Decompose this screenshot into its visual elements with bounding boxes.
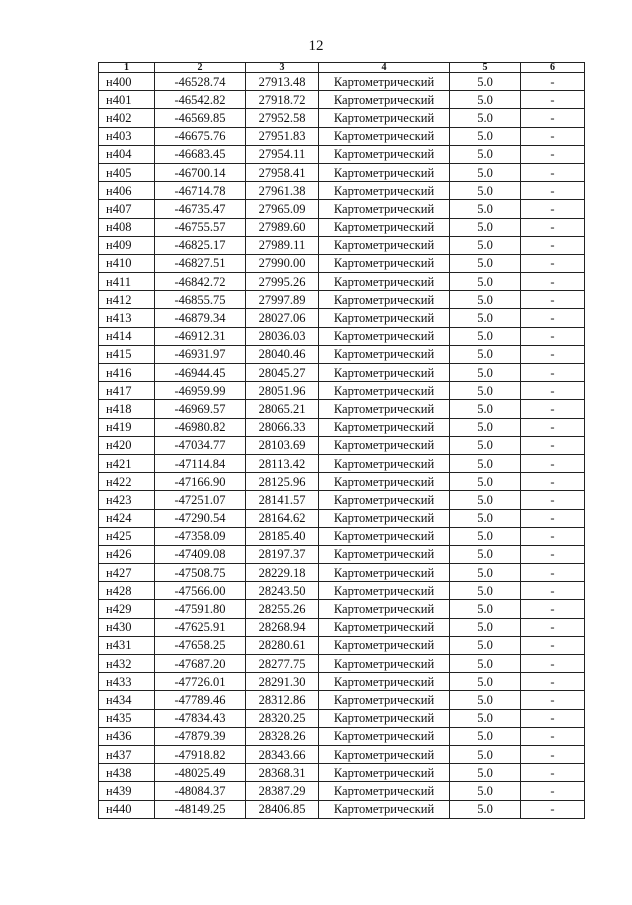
- description-cell: -: [521, 764, 585, 782]
- y-coordinate-cell: 27997.89: [246, 291, 319, 309]
- description-cell: -: [521, 91, 585, 109]
- accuracy-cell: 5.0: [450, 454, 521, 472]
- point-id-cell: н422: [99, 473, 155, 491]
- accuracy-cell: 5.0: [450, 782, 521, 800]
- description-cell: -: [521, 491, 585, 509]
- x-coordinate-cell: -46959.99: [155, 382, 246, 400]
- table-row: [99, 673, 585, 691]
- point-id-cell: н420: [99, 436, 155, 454]
- method-cell: Картометрический: [319, 273, 450, 291]
- accuracy-cell: 5.0: [450, 182, 521, 200]
- accuracy-cell: 5.0: [450, 618, 521, 636]
- page-number: 12: [308, 38, 324, 54]
- point-id-cell: н416: [99, 364, 155, 382]
- x-coordinate-cell: -47034.77: [155, 436, 246, 454]
- y-coordinate-cell: 28387.29: [246, 782, 319, 800]
- method-cell: Картометрический: [319, 91, 450, 109]
- accuracy-cell: 5.0: [450, 691, 521, 709]
- x-coordinate-cell: -46714.78: [155, 182, 246, 200]
- x-coordinate-cell: -48084.37: [155, 782, 246, 800]
- description-cell: -: [521, 800, 585, 818]
- accuracy-cell: 5.0: [450, 745, 521, 763]
- method-cell: Картометрический: [319, 673, 450, 691]
- x-coordinate-cell: -47789.46: [155, 691, 246, 709]
- accuracy-cell: 5.0: [450, 727, 521, 745]
- accuracy-cell: 5.0: [450, 91, 521, 109]
- method-cell: Картометрический: [319, 200, 450, 218]
- table-row: [99, 182, 585, 200]
- point-id-cell: н410: [99, 254, 155, 272]
- method-cell: Картометрический: [319, 400, 450, 418]
- y-coordinate-cell: 28164.62: [246, 509, 319, 527]
- x-coordinate-cell: -47834.43: [155, 709, 246, 727]
- accuracy-cell: 5.0: [450, 764, 521, 782]
- table-row: [99, 764, 585, 782]
- table-row: [99, 491, 585, 509]
- accuracy-cell: 5.0: [450, 163, 521, 181]
- accuracy-cell: 5.0: [450, 509, 521, 527]
- y-coordinate-cell: 27961.38: [246, 182, 319, 200]
- point-id-cell: н438: [99, 764, 155, 782]
- x-coordinate-cell: -46569.85: [155, 109, 246, 127]
- y-coordinate-cell: 28113.42: [246, 454, 319, 472]
- description-cell: -: [521, 564, 585, 582]
- table-row: [99, 309, 585, 327]
- point-id-cell: н413: [99, 309, 155, 327]
- y-coordinate-cell: 28291.30: [246, 673, 319, 691]
- point-id-cell: н400: [99, 73, 155, 91]
- method-cell: Картометрический: [319, 291, 450, 309]
- y-coordinate-cell: 28229.18: [246, 564, 319, 582]
- y-coordinate-cell: 28312.86: [246, 691, 319, 709]
- y-coordinate-cell: 27989.11: [246, 236, 319, 254]
- x-coordinate-cell: -46683.45: [155, 145, 246, 163]
- y-coordinate-cell: 28045.27: [246, 364, 319, 382]
- y-coordinate-cell: 27954.11: [246, 145, 319, 163]
- y-coordinate-cell: 28036.03: [246, 327, 319, 345]
- table-row: [99, 327, 585, 345]
- method-cell: Картометрический: [319, 582, 450, 600]
- column-header-method: 4: [319, 63, 450, 73]
- point-id-cell: н417: [99, 382, 155, 400]
- table-row: [99, 382, 585, 400]
- table-body: [99, 73, 585, 819]
- point-id-cell: н426: [99, 545, 155, 563]
- table-row: [99, 345, 585, 363]
- description-cell: -: [521, 454, 585, 472]
- description-cell: -: [521, 436, 585, 454]
- description-cell: -: [521, 236, 585, 254]
- accuracy-cell: 5.0: [450, 655, 521, 673]
- point-id-cell: н406: [99, 182, 155, 200]
- method-cell: Картометрический: [319, 727, 450, 745]
- description-cell: -: [521, 309, 585, 327]
- point-id-cell: н409: [99, 236, 155, 254]
- y-coordinate-cell: 28066.33: [246, 418, 319, 436]
- y-coordinate-cell: 28243.50: [246, 582, 319, 600]
- table-row: [99, 200, 585, 218]
- table-row: [99, 254, 585, 272]
- accuracy-cell: 5.0: [450, 127, 521, 145]
- accuracy-cell: 5.0: [450, 218, 521, 236]
- accuracy-cell: 5.0: [450, 200, 521, 218]
- accuracy-cell: 5.0: [450, 564, 521, 582]
- description-cell: -: [521, 200, 585, 218]
- accuracy-cell: 5.0: [450, 527, 521, 545]
- description-cell: -: [521, 254, 585, 272]
- point-id-cell: н405: [99, 163, 155, 181]
- y-coordinate-cell: 28328.26: [246, 727, 319, 745]
- x-coordinate-cell: -46755.57: [155, 218, 246, 236]
- method-cell: Картометрический: [319, 145, 450, 163]
- description-cell: -: [521, 418, 585, 436]
- table-row: [99, 109, 585, 127]
- point-id-cell: н428: [99, 582, 155, 600]
- accuracy-cell: 5.0: [450, 636, 521, 654]
- accuracy-cell: 5.0: [450, 109, 521, 127]
- accuracy-cell: 5.0: [450, 345, 521, 363]
- x-coordinate-cell: -47687.20: [155, 655, 246, 673]
- y-coordinate-cell: 28280.61: [246, 636, 319, 654]
- x-coordinate-cell: -47508.75: [155, 564, 246, 582]
- description-cell: -: [521, 509, 585, 527]
- description-cell: -: [521, 727, 585, 745]
- method-cell: Картометрический: [319, 618, 450, 636]
- accuracy-cell: 5.0: [450, 364, 521, 382]
- x-coordinate-cell: -47918.82: [155, 745, 246, 763]
- y-coordinate-cell: 27952.58: [246, 109, 319, 127]
- method-cell: Картометрический: [319, 782, 450, 800]
- table-row: [99, 364, 585, 382]
- description-cell: -: [521, 345, 585, 363]
- description-cell: -: [521, 582, 585, 600]
- point-id-cell: н439: [99, 782, 155, 800]
- table-row: [99, 400, 585, 418]
- point-id-cell: н427: [99, 564, 155, 582]
- method-cell: Картометрический: [319, 800, 450, 818]
- x-coordinate-cell: -47658.25: [155, 636, 246, 654]
- column-header-point: 1: [99, 63, 155, 73]
- point-id-cell: н415: [99, 345, 155, 363]
- table-row: [99, 91, 585, 109]
- description-cell: -: [521, 636, 585, 654]
- y-coordinate-cell: 28103.69: [246, 436, 319, 454]
- x-coordinate-cell: -46542.82: [155, 91, 246, 109]
- description-cell: -: [521, 473, 585, 491]
- point-id-cell: н418: [99, 400, 155, 418]
- method-cell: Картометрический: [319, 309, 450, 327]
- accuracy-cell: 5.0: [450, 673, 521, 691]
- point-id-cell: н407: [99, 200, 155, 218]
- y-coordinate-cell: 28343.66: [246, 745, 319, 763]
- method-cell: Картометрический: [319, 382, 450, 400]
- y-coordinate-cell: 28197.37: [246, 545, 319, 563]
- y-coordinate-cell: 27918.72: [246, 91, 319, 109]
- table-row: [99, 454, 585, 472]
- method-cell: Картометрический: [319, 745, 450, 763]
- table-row: [99, 418, 585, 436]
- method-cell: Картометрический: [319, 691, 450, 709]
- accuracy-cell: 5.0: [450, 273, 521, 291]
- description-cell: -: [521, 145, 585, 163]
- description-cell: -: [521, 655, 585, 673]
- accuracy-cell: 5.0: [450, 491, 521, 509]
- table-row: [99, 600, 585, 618]
- y-coordinate-cell: 28368.31: [246, 764, 319, 782]
- accuracy-cell: 5.0: [450, 291, 521, 309]
- point-id-cell: н402: [99, 109, 155, 127]
- accuracy-cell: 5.0: [450, 254, 521, 272]
- x-coordinate-cell: -46700.14: [155, 163, 246, 181]
- description-cell: -: [521, 691, 585, 709]
- x-coordinate-cell: -46528.74: [155, 73, 246, 91]
- table-row: [99, 163, 585, 181]
- y-coordinate-cell: 28255.26: [246, 600, 319, 618]
- x-coordinate-cell: -47566.00: [155, 582, 246, 600]
- table-row: [99, 273, 585, 291]
- x-coordinate-cell: -46675.76: [155, 127, 246, 145]
- description-cell: -: [521, 400, 585, 418]
- table-row: [99, 655, 585, 673]
- table-row: [99, 218, 585, 236]
- x-coordinate-cell: -47290.54: [155, 509, 246, 527]
- point-id-cell: н435: [99, 709, 155, 727]
- table-row: [99, 691, 585, 709]
- description-cell: -: [521, 73, 585, 91]
- accuracy-cell: 5.0: [450, 709, 521, 727]
- x-coordinate-cell: -46931.97: [155, 345, 246, 363]
- table-header: [99, 63, 585, 73]
- method-cell: Картометрический: [319, 364, 450, 382]
- table-row: [99, 618, 585, 636]
- table-row: [99, 709, 585, 727]
- method-cell: Картометрический: [319, 73, 450, 91]
- point-id-cell: н440: [99, 800, 155, 818]
- accuracy-cell: 5.0: [450, 582, 521, 600]
- point-id-cell: н437: [99, 745, 155, 763]
- table-row: [99, 509, 585, 527]
- table-row: [99, 800, 585, 818]
- table-row: [99, 473, 585, 491]
- x-coordinate-cell: -46969.57: [155, 400, 246, 418]
- description-cell: -: [521, 618, 585, 636]
- table-row: [99, 545, 585, 563]
- accuracy-cell: 5.0: [450, 473, 521, 491]
- y-coordinate-cell: 27989.60: [246, 218, 319, 236]
- x-coordinate-cell: -46912.31: [155, 327, 246, 345]
- x-coordinate-cell: -46879.34: [155, 309, 246, 327]
- column-header-description: 6: [521, 63, 585, 73]
- description-cell: -: [521, 218, 585, 236]
- table-row: [99, 436, 585, 454]
- method-cell: Картометрический: [319, 509, 450, 527]
- table-row: [99, 727, 585, 745]
- method-cell: Картометрический: [319, 127, 450, 145]
- point-id-cell: н403: [99, 127, 155, 145]
- table-row: [99, 73, 585, 91]
- method-cell: Картометрический: [319, 545, 450, 563]
- y-coordinate-cell: 27913.48: [246, 73, 319, 91]
- accuracy-cell: 5.0: [450, 400, 521, 418]
- point-id-cell: н401: [99, 91, 155, 109]
- x-coordinate-cell: -47726.01: [155, 673, 246, 691]
- description-cell: -: [521, 364, 585, 382]
- method-cell: Картометрический: [319, 564, 450, 582]
- x-coordinate-cell: -47591.80: [155, 600, 246, 618]
- accuracy-cell: 5.0: [450, 236, 521, 254]
- x-coordinate-cell: -47625.91: [155, 618, 246, 636]
- point-id-cell: н419: [99, 418, 155, 436]
- y-coordinate-cell: 28027.06: [246, 309, 319, 327]
- x-coordinate-cell: -46842.72: [155, 273, 246, 291]
- point-id-cell: н436: [99, 727, 155, 745]
- method-cell: Картометрический: [319, 709, 450, 727]
- y-coordinate-cell: 27951.83: [246, 127, 319, 145]
- y-coordinate-cell: 28141.57: [246, 491, 319, 509]
- y-coordinate-cell: 27958.41: [246, 163, 319, 181]
- accuracy-cell: 5.0: [450, 600, 521, 618]
- point-id-cell: н433: [99, 673, 155, 691]
- y-coordinate-cell: 28051.96: [246, 382, 319, 400]
- description-cell: -: [521, 782, 585, 800]
- accuracy-cell: 5.0: [450, 436, 521, 454]
- column-header-x: 2: [155, 63, 246, 73]
- description-cell: -: [521, 673, 585, 691]
- method-cell: Картометрический: [319, 236, 450, 254]
- point-id-cell: н434: [99, 691, 155, 709]
- accuracy-cell: 5.0: [450, 309, 521, 327]
- accuracy-cell: 5.0: [450, 145, 521, 163]
- point-id-cell: н425: [99, 527, 155, 545]
- point-id-cell: н431: [99, 636, 155, 654]
- point-id-cell: н411: [99, 273, 155, 291]
- description-cell: -: [521, 527, 585, 545]
- accuracy-cell: 5.0: [450, 800, 521, 818]
- table-row: [99, 564, 585, 582]
- x-coordinate-cell: -46944.45: [155, 364, 246, 382]
- y-coordinate-cell: 28406.85: [246, 800, 319, 818]
- point-id-cell: н421: [99, 454, 155, 472]
- y-coordinate-cell: 28185.40: [246, 527, 319, 545]
- table-row: [99, 636, 585, 654]
- method-cell: Картометрический: [319, 418, 450, 436]
- table-row: [99, 291, 585, 309]
- table-row: [99, 127, 585, 145]
- method-cell: Картометрический: [319, 345, 450, 363]
- point-id-cell: н429: [99, 600, 155, 618]
- y-coordinate-cell: 28277.75: [246, 655, 319, 673]
- method-cell: Картометрический: [319, 764, 450, 782]
- description-cell: -: [521, 182, 585, 200]
- table-row: [99, 745, 585, 763]
- accuracy-cell: 5.0: [450, 73, 521, 91]
- y-coordinate-cell: 28065.21: [246, 400, 319, 418]
- x-coordinate-cell: -48025.49: [155, 764, 246, 782]
- accuracy-cell: 5.0: [450, 545, 521, 563]
- accuracy-cell: 5.0: [450, 382, 521, 400]
- point-id-cell: н432: [99, 655, 155, 673]
- x-coordinate-cell: -46980.82: [155, 418, 246, 436]
- x-coordinate-cell: -46735.47: [155, 200, 246, 218]
- x-coordinate-cell: -47114.84: [155, 454, 246, 472]
- description-cell: -: [521, 745, 585, 763]
- table-row: [99, 145, 585, 163]
- method-cell: Картометрический: [319, 636, 450, 654]
- description-cell: -: [521, 163, 585, 181]
- point-id-cell: н430: [99, 618, 155, 636]
- point-id-cell: н424: [99, 509, 155, 527]
- method-cell: Картометрический: [319, 218, 450, 236]
- point-id-cell: н423: [99, 491, 155, 509]
- x-coordinate-cell: -47251.07: [155, 491, 246, 509]
- description-cell: -: [521, 709, 585, 727]
- method-cell: Картометрический: [319, 655, 450, 673]
- table-row: [99, 527, 585, 545]
- description-cell: -: [521, 327, 585, 345]
- method-cell: Картометрический: [319, 491, 450, 509]
- y-coordinate-cell: 28268.94: [246, 618, 319, 636]
- method-cell: Картометрический: [319, 527, 450, 545]
- x-coordinate-cell: -46855.75: [155, 291, 246, 309]
- description-cell: -: [521, 127, 585, 145]
- table-row: [99, 582, 585, 600]
- x-coordinate-cell: -47358.09: [155, 527, 246, 545]
- description-cell: -: [521, 291, 585, 309]
- x-coordinate-cell: -46825.17: [155, 236, 246, 254]
- point-id-cell: н408: [99, 218, 155, 236]
- y-coordinate-cell: 28125.96: [246, 473, 319, 491]
- y-coordinate-cell: 27995.26: [246, 273, 319, 291]
- method-cell: Картометрический: [319, 473, 450, 491]
- method-cell: Картометрический: [319, 436, 450, 454]
- method-cell: Картометрический: [319, 182, 450, 200]
- x-coordinate-cell: -46827.51: [155, 254, 246, 272]
- method-cell: Картометрический: [319, 163, 450, 181]
- accuracy-cell: 5.0: [450, 418, 521, 436]
- method-cell: Картометрический: [319, 454, 450, 472]
- accuracy-cell: 5.0: [450, 327, 521, 345]
- x-coordinate-cell: -48149.25: [155, 800, 246, 818]
- point-id-cell: н414: [99, 327, 155, 345]
- column-header-y: 3: [246, 63, 319, 73]
- method-cell: Картометрический: [319, 254, 450, 272]
- method-cell: Картометрический: [319, 600, 450, 618]
- method-cell: Картометрический: [319, 109, 450, 127]
- column-header-accuracy: 5: [450, 63, 521, 73]
- y-coordinate-cell: 27965.09: [246, 200, 319, 218]
- header-row: [99, 63, 585, 73]
- x-coordinate-cell: -47166.90: [155, 473, 246, 491]
- method-cell: Картометрический: [319, 327, 450, 345]
- table-row: [99, 782, 585, 800]
- y-coordinate-cell: 27990.00: [246, 254, 319, 272]
- description-cell: -: [521, 545, 585, 563]
- x-coordinate-cell: -47879.39: [155, 727, 246, 745]
- y-coordinate-cell: 28320.25: [246, 709, 319, 727]
- description-cell: -: [521, 109, 585, 127]
- point-id-cell: н412: [99, 291, 155, 309]
- coordinates-table: [98, 62, 585, 819]
- x-coordinate-cell: -47409.08: [155, 545, 246, 563]
- table-row: [99, 236, 585, 254]
- description-cell: -: [521, 273, 585, 291]
- description-cell: -: [521, 600, 585, 618]
- description-cell: -: [521, 382, 585, 400]
- y-coordinate-cell: 28040.46: [246, 345, 319, 363]
- point-id-cell: н404: [99, 145, 155, 163]
